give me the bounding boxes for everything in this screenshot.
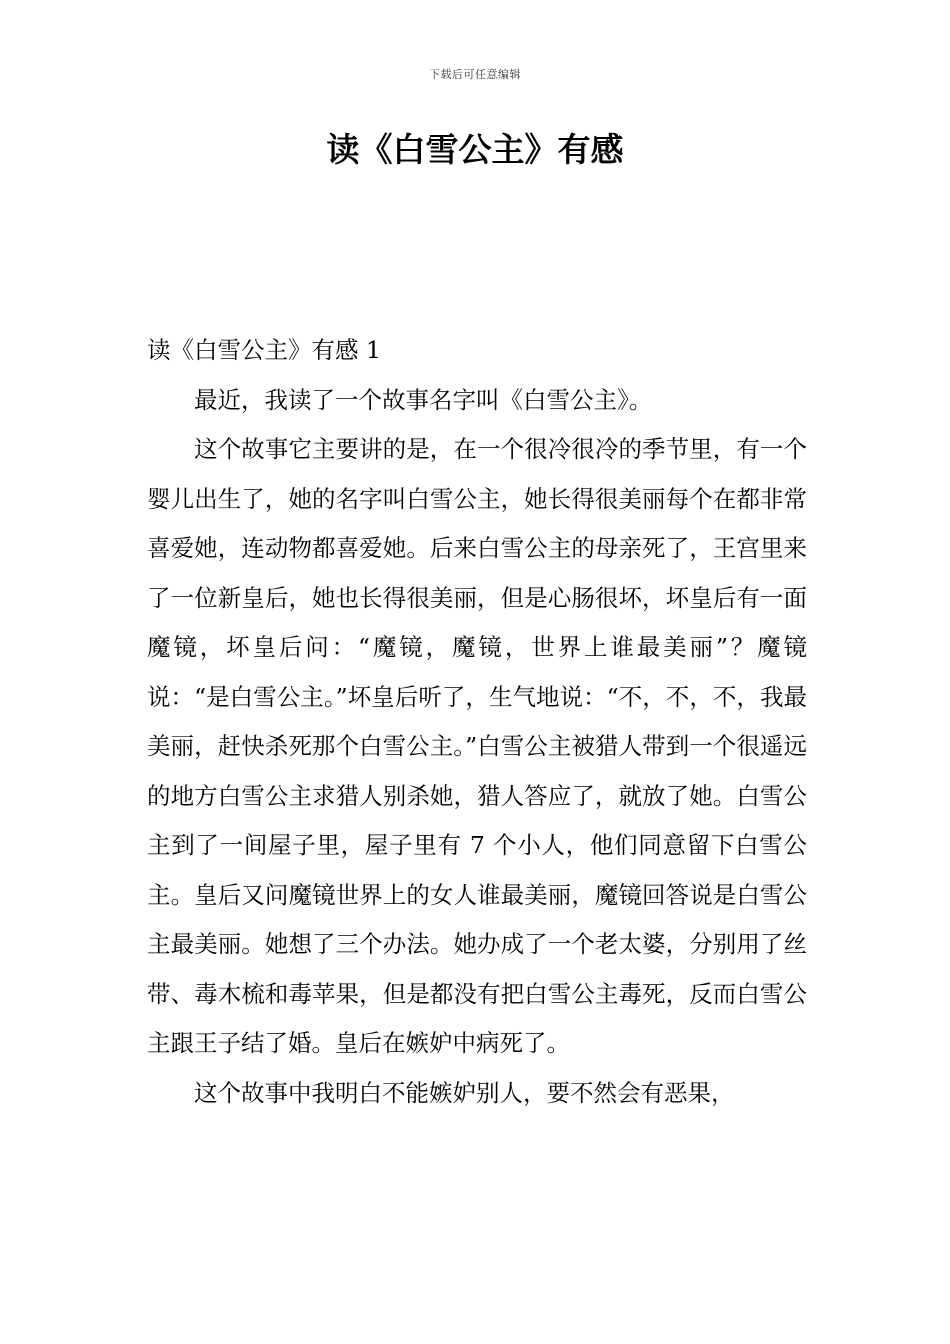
header-note: 下载后可任意编辑: [429, 68, 521, 81]
section-heading: 读《白雪公主》有感 1: [147, 336, 381, 364]
document-title: 读《白雪公主》有感: [326, 130, 624, 169]
paragraph-story: 这个故事它主要讲的是，在一个很冷很冷的季节里，有一个婴儿出生了，她的名字叫白雪公主，她长得很美丽每个在都非常喜爱她，连动物都喜爱她。后来白雪公主的母亲死了，王宫里来了一位新皇后，她也长得很美丽，但是心肠很坏，坏皇后有一面魔镜，坏皇后问：“魔镜，魔镜，世界上谁最美丽”？魔镜说：“是白雪公主。”坏皇后听了，生气地说：“不，不，不，我最美丽，赶快杀死那个白雪公主。”白雪公主被猎人带到一个很遥远的地方白雪公主求猎人别杀她，猎人答应了，就放了她。白雪公主到了一间屋子里，屋子里有 7 个小人，他们同意留下白雪公主。皇后又问魔镜世界上的女人谁最美丽，魔镜回答说是白雪公主最美丽。她想了三个办法。她办成了一个老太婆，分别用了丝带、毒木梳和毒苹果，但是都没有把白雪公主毒死，反而白雪公主跟王子结了婚。皇后在嫉妒中病死了。: [147, 435, 807, 1057]
document-body: [147, 326, 807, 1118]
paragraph-intro: 最近，我读了一个故事名字叫《白雪公主》。: [194, 385, 653, 414]
paragraph-reflection: 这个故事中我明白不能嫉妒别人，要不然会有恶果，: [194, 1078, 735, 1107]
